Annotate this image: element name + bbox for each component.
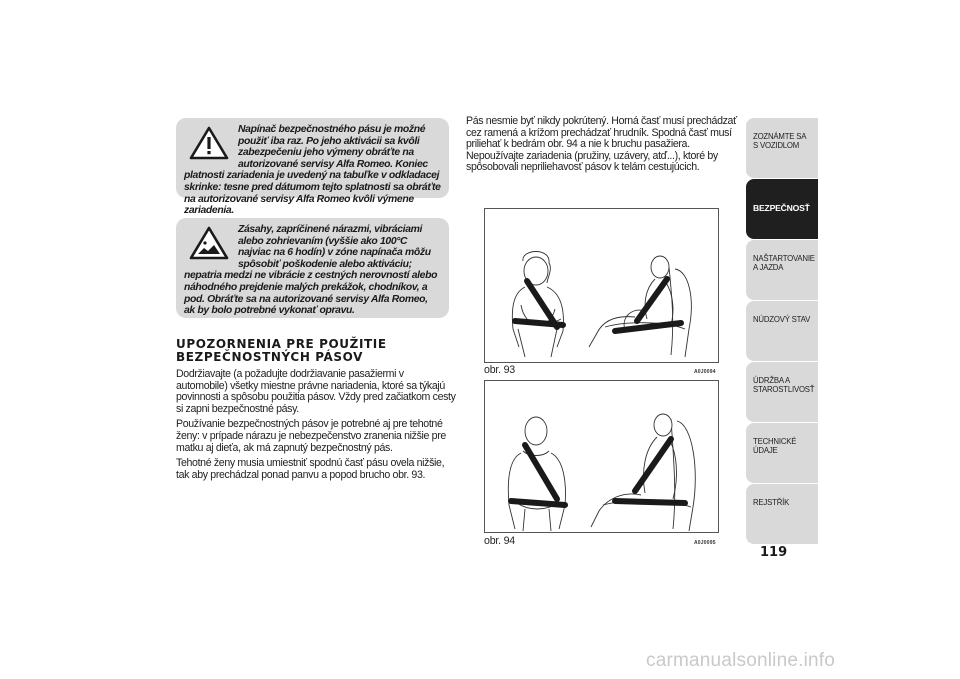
warning-triangle-icon <box>184 126 234 160</box>
warning-box-impacts <box>176 218 449 318</box>
tab-technicke-udaje[interactable]: TECHNICKÉ ÚDAJE <box>746 423 818 483</box>
right-column-text: Pás nesmie byť nikdy pokrútený. Horná časť musí prechádzať cez ramená a krížom prechádzať hrudník. Spodná časť musí priliehať k bedrám obr. 94 a nie k bruchu pasažiera. Nepoužívajte zariadenia (pružiny, uzávery, atď...), ktoré by spôsobovali nepriliehavosť pásov k telám cestujúcich. <box>466 115 737 174</box>
pregnant-woman-seatbelt-drawing <box>485 209 718 362</box>
figure-94-code: A0J0095 <box>694 540 716 546</box>
figure-93-illustration <box>484 208 719 363</box>
man-seatbelt-drawing <box>485 381 718 532</box>
figure-94-caption: obr. 94 <box>484 535 515 547</box>
tab-bezpecnost[interactable]: BEZPEČNOSŤ <box>746 179 818 239</box>
figure-93-caption: obr. 93 <box>484 364 515 376</box>
warning-text: Napínač bezpečnostného pásu je možné použiť iba raz. Po jeho aktivácii sa kvôli zabezpečeniu jeho výmeny obráťte na autorizované servisy Alfa Romeo. Koniec platnosti zariadenia je uvedený na tabuľke v odkladacej skrinke: tesne pred dátumom tejto splatnosti sa obráťte na autorizované servisy Alfa Romeo kvôli výmene zariadenia. <box>184 124 441 217</box>
heading-line-1: UPOZORNENIA PRE POUŽITIE <box>176 337 387 351</box>
watermark: carmanualsonline.info <box>646 650 836 671</box>
figure-93-code: A0J0094 <box>694 369 716 375</box>
road-hazard-icon <box>184 226 234 260</box>
warning-box-pretensioner <box>176 118 449 217</box>
tab-zoznamte-sa-s-vozidlom[interactable]: ZOZNÁMTE SA S VOZIDLOM <box>746 118 818 178</box>
tab-udrzba-a-starostlivost[interactable]: ÚDRŽBA A STAROSTLIVOSŤ <box>746 362 818 422</box>
warning-text: Zásahy, zapríčinené nárazmi, vibráciami alebo zohrievaním (vyššie ako 100°C najviac na 6 hodín) v zóne napínača môžu spôsobiť poškodenie alebo aktiváciu; nepatria medzi ne vibrácie z cestných nerovností alebo náhodného prejdenie malých prekážok, chodníkov, a pod. Obráťte sa na autorizované servisy Alfa Romeo, ak by bolo potrebné vykonať opravu. <box>184 224 438 317</box>
tab-rejstrik[interactable]: REJSTŘÍK <box>746 484 818 544</box>
paragraph: Dodržiavajte (a požadujte dodržiavanie pasažiermi v automobile) všetky miestne právne nariadenia, ktoré sa týkajú povinnosti a spôsobu použitia pásov. Vždy pred začiatkom cesty si zapni bezpečnostné pásy. <box>176 368 456 415</box>
page-number: 119 <box>760 545 788 560</box>
section-heading <box>176 338 456 364</box>
tab-nastartovanie-a-jazda[interactable]: NAŠTARTOVANIE A JAZDA <box>746 240 818 300</box>
figure-94-illustration <box>484 380 719 533</box>
paragraph: Tehotné ženy musia umiestniť spodnú časť pásu ovela nižšie, tak aby prechádzal ponad panvu a popod brucho obr. 93. <box>176 457 445 481</box>
paragraph: Používanie bezpečnostných pásov je potrebné aj pre tehotné ženy: v prípade nárazu je nebezpečenstvo zranenia nižšie pre matku aj dieťa, ak má zapnutý bezpečnostný pás. <box>176 418 446 454</box>
tab-nudzovy-stav[interactable]: NÚDZOVÝ STAV <box>746 301 818 361</box>
body-text-column <box>176 369 456 485</box>
heading-line-2: BEZPEČNOSTNÝCH PÁSOV <box>176 350 364 364</box>
